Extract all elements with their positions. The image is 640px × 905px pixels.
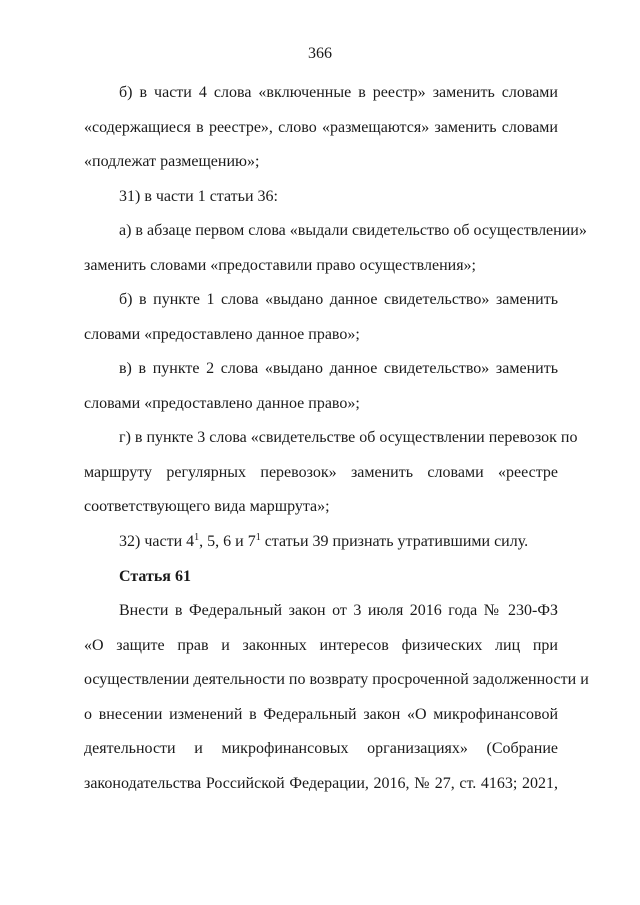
text-line: «подлежат размещению»; [84, 153, 260, 170]
text-line [119, 532, 558, 552]
text-line: деятельности и микрофинансовых организациях» (Собрание [84, 740, 558, 757]
text-line: а) в абзаце первом слова «выдали свидетельство об осуществлении» [119, 222, 587, 239]
text-line: словами «предоставлено данное право»; [84, 326, 360, 343]
text-line: б) в пункте 1 слова «выдано данное свидетельство» заменить [119, 291, 558, 308]
text-line: в) в пункте 2 слова «выдано данное свидетельство» заменить [119, 360, 558, 377]
text-line: соответствующего вида маршрута»; [84, 498, 330, 515]
text-line: Внести в Федеральный закон от 3 июля 2016 года № 230-ФЗ [119, 602, 558, 619]
text-line: законодательства Российской Федерации, 2016, № 27, ст. 4163; 2021, [84, 775, 558, 792]
text-fragment: статьи 39 признать утратившими силу. [260, 533, 529, 550]
text-line: б) в части 4 слова «включенные в реестр» заменить словами [119, 84, 558, 101]
text-line: 31) в части 1 статьи 36: [119, 188, 278, 205]
page-number: 366 [308, 45, 332, 62]
text-line: «содержащиеся в реестре», слово «размещаются» заменить словами [84, 119, 558, 136]
text-line: г) в пункте 3 слова «свидетельстве об осуществлении перевозок по [119, 429, 578, 446]
text-line: словами «предоставлено данное право»; [84, 395, 360, 412]
text-line: заменить словами «предоставили право осуществления»; [84, 257, 476, 274]
article-heading: Статья 61 [119, 568, 191, 585]
text-line: «О защите прав и законных интересов физических лиц при [84, 637, 558, 654]
text-fragment: 32) части 4 [119, 533, 195, 550]
superscript: 1 [255, 532, 261, 543]
text-line: маршруту регулярных перевозок» заменить словами «реестре [84, 464, 558, 481]
text-line: осуществлении деятельности по возврату просроченной задолженности и [84, 671, 589, 688]
superscript: 1 [194, 532, 200, 543]
text-line: о внесении изменений в Федеральный закон «О микрофинансовой [84, 706, 558, 723]
text-fragment: , 5, 6 и 7 [199, 533, 256, 550]
